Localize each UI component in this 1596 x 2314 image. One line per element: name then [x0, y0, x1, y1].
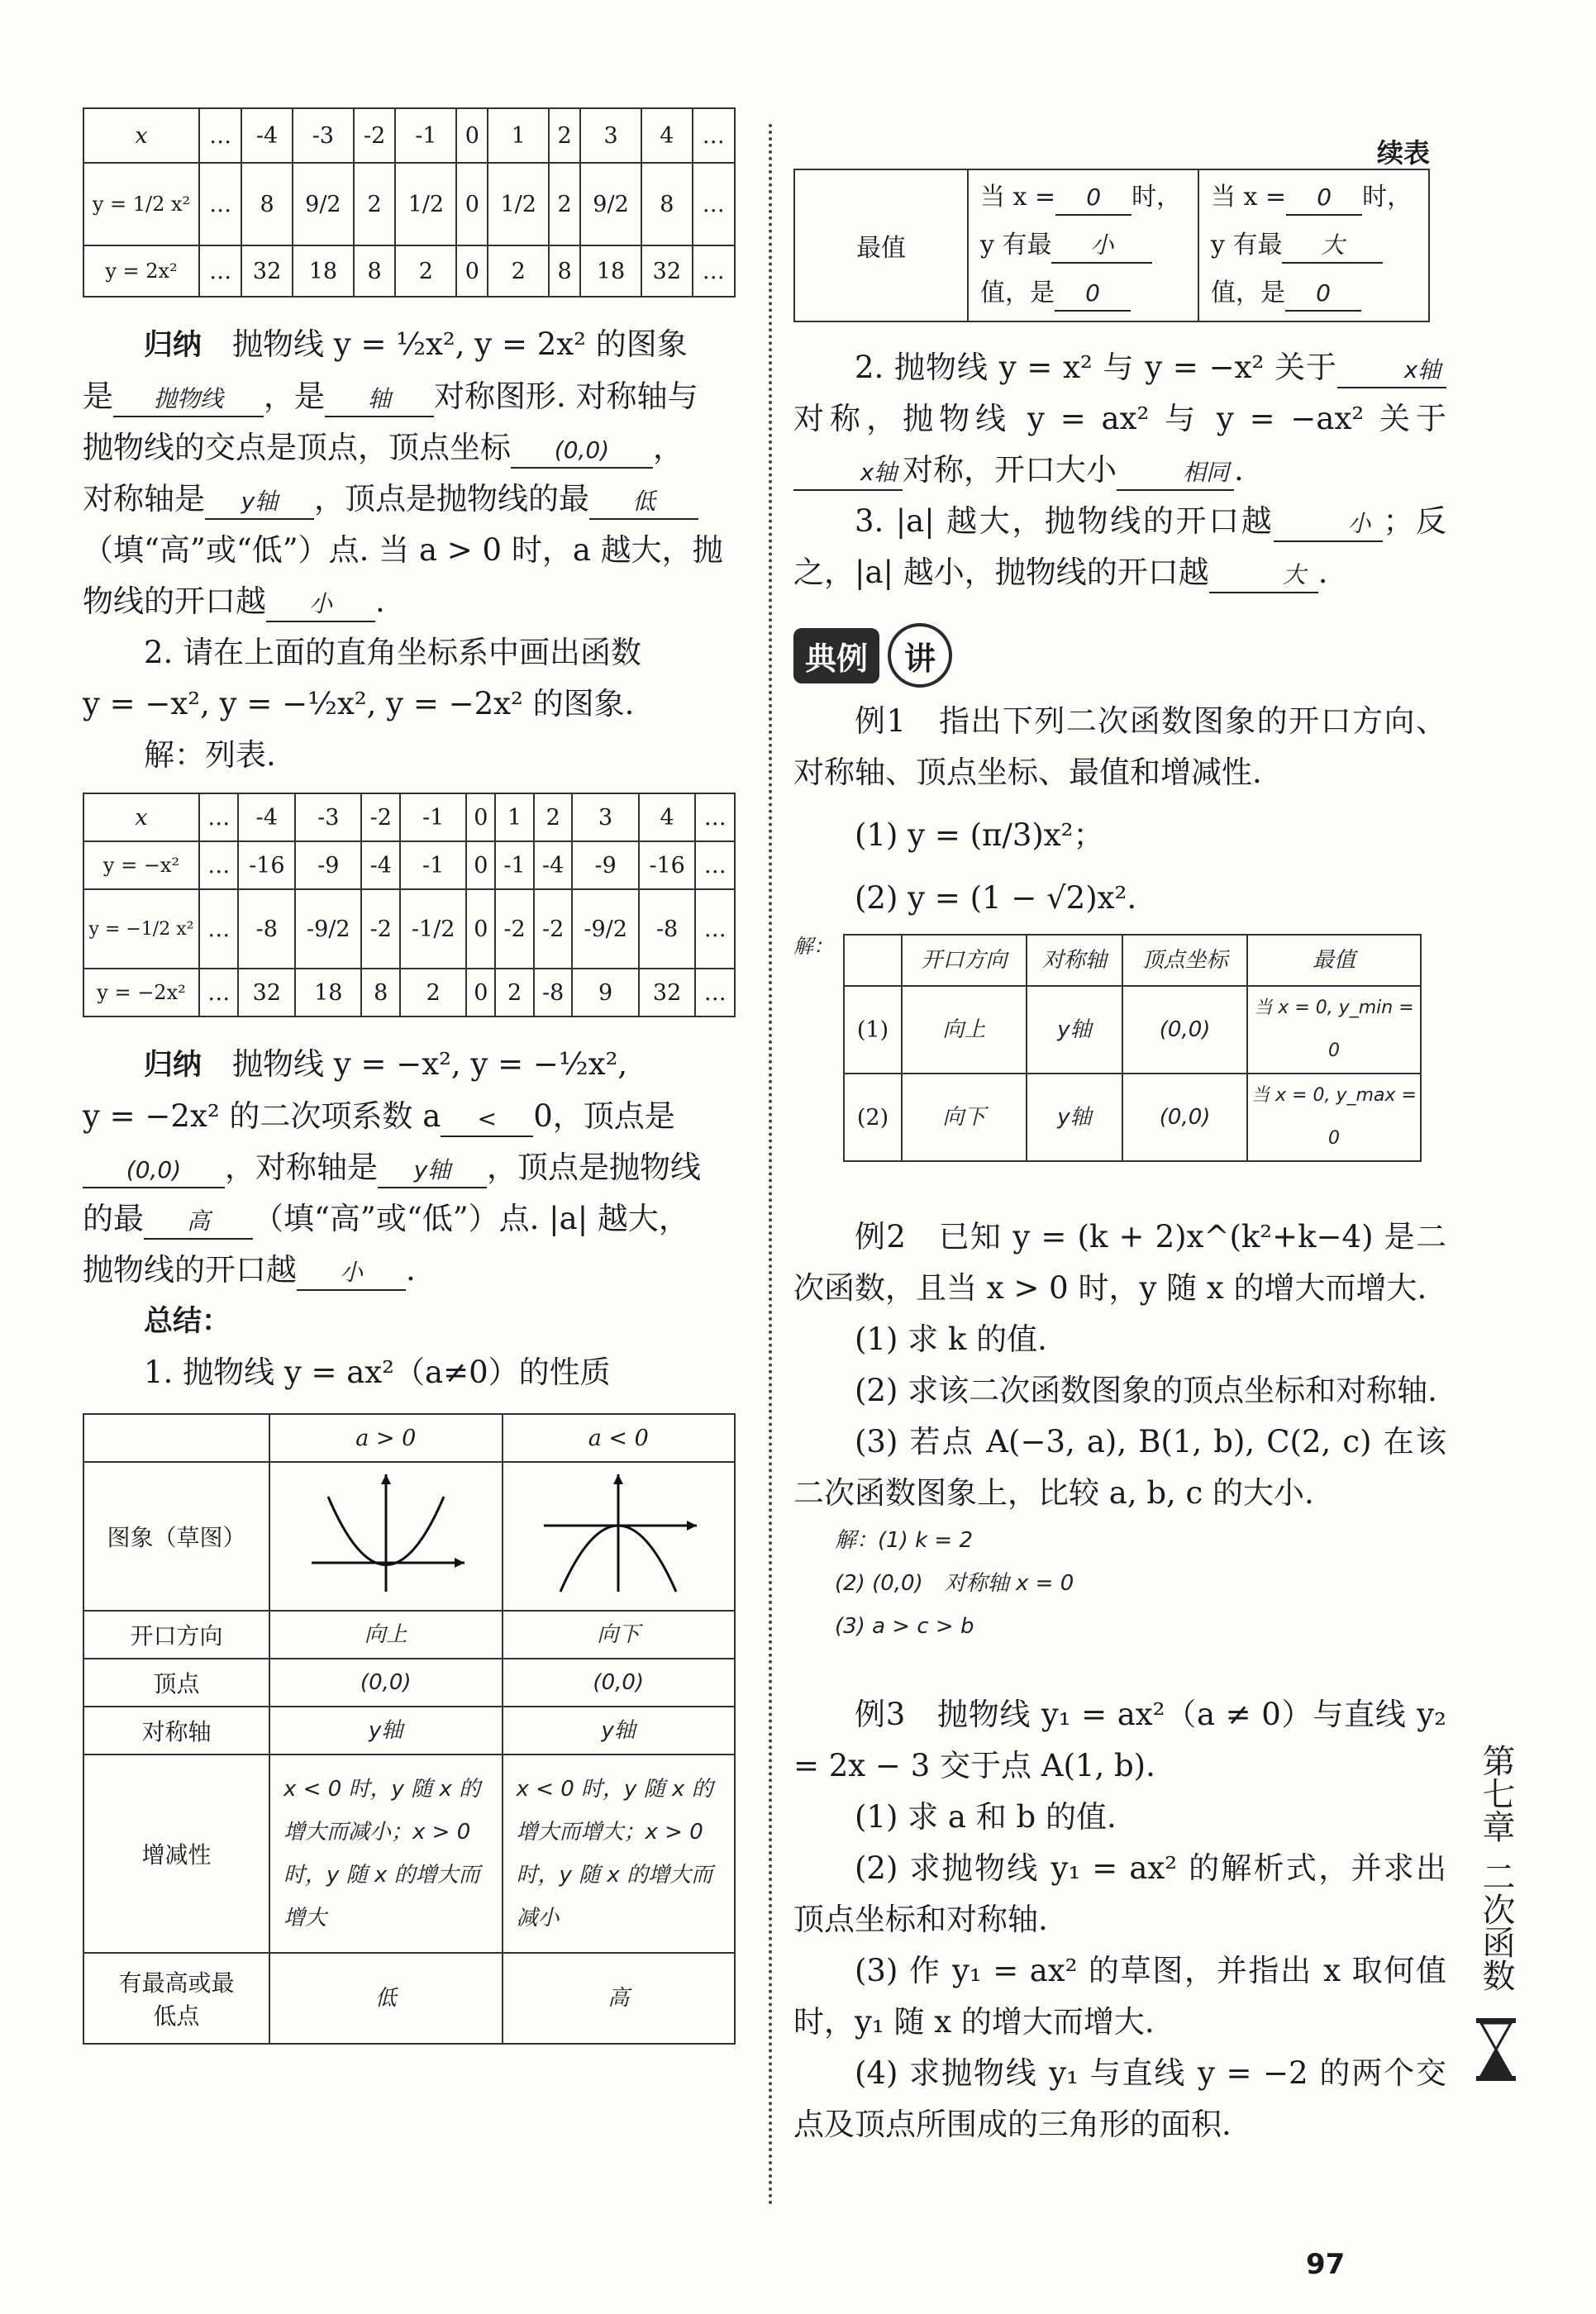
upward-parabola-sketch: [269, 1462, 503, 1611]
table-2-header-cell: -3: [295, 793, 361, 841]
answer-blank: x轴: [793, 456, 903, 491]
table-1-cell: 1/2: [488, 163, 549, 245]
table-1-header-cell: -1: [395, 108, 456, 163]
ex1-table-header-cell: 对称轴: [1027, 935, 1122, 986]
table-1-row: [83, 245, 735, 297]
table-2-cell: -2: [361, 889, 400, 969]
continued-label: 续表: [1376, 137, 1430, 169]
answer-blank: y轴: [205, 485, 314, 520]
ex1-table-cell: 向下: [902, 1074, 1027, 1161]
text: 抛物线 y = ½x², y = 2x² 的图象: [232, 326, 688, 362]
text: 3. |a| 越大，抛物线的开口越: [855, 503, 1274, 539]
ex2-answer-line: (3) a > c > b: [835, 1614, 974, 1639]
right-column: [793, 132, 1446, 2150]
example-1-table: [843, 934, 1422, 1162]
ex2-question: (3) 若点 A(−3, a), B(1, b), C(2, c) 在该二次函数图象上，比较 a, b, c 的大小.: [793, 1424, 1446, 1511]
table-2-cell: 18: [295, 969, 361, 1017]
chapter-number: 第七章: [1477, 1744, 1515, 1843]
table-1-cell: 9/2: [293, 163, 354, 245]
properties-row: [83, 1659, 735, 1707]
table-1-header-cell: 2: [549, 108, 580, 163]
table-1-cell: 2: [488, 245, 549, 297]
table-2-cell: 0: [466, 889, 495, 969]
text: .: [406, 1252, 416, 1288]
table-1-cell: …: [693, 245, 735, 297]
properties-row-label: 顶点: [83, 1659, 269, 1707]
chapter-title: 二次函数: [1477, 1859, 1515, 1992]
table-1-cell: 0: [456, 245, 488, 297]
table-2-header-row: [83, 793, 735, 841]
badge-circle: 讲: [888, 623, 952, 688]
table-1-header-cell: 4: [641, 108, 693, 163]
table-1-cell: 18: [580, 245, 641, 297]
text: ，: [653, 430, 684, 465]
table-2-header-cell: x: [83, 793, 199, 841]
ex3-question: (1) 求 a 和 b 的值.: [855, 1799, 1117, 1835]
question-2: [83, 627, 744, 781]
text: y = −2x² 的二次项系数 a: [83, 1098, 441, 1134]
properties-row-label: 图象（草图）: [83, 1462, 269, 1611]
ex2-handwritten-answer: [793, 1519, 1446, 1648]
table-2-cell: -2: [534, 889, 573, 969]
max-value-table: [793, 169, 1430, 322]
left-column: [83, 107, 744, 2045]
q2-line: 2. 请在上面的直角坐标系中画出函数: [144, 635, 642, 670]
properties-row-label: 有最高或最低点: [83, 1953, 269, 2044]
text: 0，顶点是: [533, 1098, 675, 1134]
table-2-cell: …: [695, 841, 735, 889]
table-2-cell: -8: [639, 889, 696, 969]
table-2-cell: -16: [238, 841, 295, 889]
summary-2: [83, 1039, 744, 1296]
q2-solution: 解：列表.: [144, 737, 276, 773]
text: .: [1234, 452, 1244, 488]
table-2-cell: -8: [534, 969, 573, 1017]
table-2-row: [83, 889, 735, 969]
ex3-question: (4) 求抛物线 y₁ 与直线 y = −2 的两个交点及顶点所围成的三角形的面积.: [793, 2055, 1446, 2142]
ex1-table-cell: 向上: [902, 986, 1027, 1074]
text: 对称，抛物线 y = ax² 与 y = −ax² 关于: [793, 401, 1446, 436]
table-2-header-cell: 1: [495, 793, 534, 841]
properties-value: 高: [503, 1953, 736, 2044]
answer-blank: y轴: [378, 1154, 487, 1188]
answer-blank: 小: [266, 588, 375, 622]
table-1-cell: 0: [456, 163, 488, 245]
table-1-header-cell: -4: [241, 108, 293, 163]
text: 时，: [1362, 183, 1413, 212]
table-2-cell: -1: [400, 841, 466, 889]
ex1-table-cell: 当 x = 0, y_min = 0: [1247, 986, 1421, 1074]
table-2-row: [83, 841, 735, 889]
table-2-header-cell: …: [199, 793, 238, 841]
properties-row: [83, 1755, 735, 1953]
table-2-cell: …: [199, 841, 238, 889]
properties-value: 低: [269, 1953, 503, 2044]
ex2-answer-line: (2) (0,0) 对称轴 x = 0: [835, 1571, 1074, 1596]
answer-blank: 0: [1055, 277, 1131, 312]
text: 2. 抛物线 y = x² 与 y = −x² 关于: [855, 350, 1337, 385]
ex1-table-cell: y轴: [1027, 986, 1122, 1074]
table-1-cell: 18: [293, 245, 354, 297]
text: y 有最: [980, 231, 1052, 259]
answer-blank: 小: [297, 1256, 406, 1291]
example-1: [793, 696, 1446, 924]
table-2-header-cell: -2: [361, 793, 400, 841]
table-1-row-label: y = 2x²: [83, 245, 199, 297]
summary-line: 1. 抛物线 y = ax²（a≠0）的性质: [144, 1355, 611, 1390]
table-2-cell: 32: [639, 969, 696, 1017]
solution-label: 解：: [793, 935, 833, 958]
table-1-cell: 8: [354, 245, 395, 297]
table-2-row-label: y = −2x²: [83, 969, 199, 1017]
table-1-header-cell: -2: [354, 108, 395, 163]
q2-line: y = −x², y = −½x², y = −2x² 的图象.: [83, 686, 635, 721]
max-value-neg: [1198, 169, 1429, 321]
ex3-text: 例3 抛物线 y₁ = ax²（a ≠ 0）与直线 y₂ = 2x − 3 交于点 A(1, b).: [793, 1697, 1446, 1783]
ex1-table-cell: (2): [844, 1074, 902, 1161]
ex2-text: 例2 已知 y = (k + 2)x^(k²+k−4) 是二次函数，且当 x > 0 时，y 随 x 的增大而增大.: [793, 1219, 1446, 1306]
text: ，对称轴是: [225, 1150, 378, 1185]
ex1-table-header-cell: [844, 935, 902, 986]
table-2-cell: 8: [361, 969, 400, 1017]
table-1-header-cell: 0: [456, 108, 488, 163]
table-2-header-cell: 3: [572, 793, 638, 841]
ex1-solution: [793, 934, 1446, 1162]
table-1-header-cell: x: [83, 108, 199, 163]
point-2: [793, 342, 1446, 496]
properties-table: [83, 1413, 736, 2045]
text: （填“高”或“低”）点. 当 a > 0 时，a 越大，抛: [83, 532, 723, 568]
table-1-header-cell: …: [693, 108, 735, 163]
ex2-question: (2) 求该二次函数图象的顶点坐标和对称轴.: [855, 1373, 1437, 1408]
text: 对称图形. 对称轴与: [434, 379, 698, 414]
ex1-formula-1: (1) y = (π/3)x²；: [855, 817, 1104, 853]
text: 是: [83, 379, 113, 414]
text: 物线的开口越: [83, 583, 266, 619]
properties-value: x < 0 时，y 随 x 的增大而增大；x > 0 时，y 随 x 的增大而减小: [503, 1755, 736, 1953]
column-divider: [769, 124, 772, 2207]
table-2-header-cell: 4: [639, 793, 696, 841]
properties-row-graph: [83, 1462, 735, 1611]
answer-blank: 0: [1285, 277, 1361, 312]
text: （填“高”或“低”）点. |a| 越大，: [253, 1201, 689, 1236]
properties-row-label: 增减性: [83, 1755, 269, 1953]
page-number: 97: [1306, 2248, 1346, 2281]
answer-blank: (0,0): [83, 1154, 225, 1188]
answer-blank: 0: [1286, 181, 1362, 216]
table-1-header-cell: 3: [580, 108, 641, 163]
ex1-formula-2: (2) y = (1 − √2)x².: [855, 880, 1137, 916]
ex3-question: (2) 求抛物线 y₁ = ax² 的解析式，并求出顶点坐标和对称轴.: [793, 1850, 1446, 1937]
table-2-cell: -8: [238, 889, 295, 969]
table-2-row-label: y = −x²: [83, 841, 199, 889]
summary-1-heading: 归纳: [144, 329, 202, 362]
properties-col-neg: a < 0: [503, 1414, 736, 1462]
table-2-row-label: y = −1/2 x²: [83, 889, 199, 969]
properties-value: x < 0 时，y 随 x 的增大而减小；x > 0 时，y 随 x 的增大而增大: [269, 1755, 503, 1953]
point-3: [793, 496, 1446, 598]
text: 当 x =: [1211, 183, 1287, 212]
downward-parabola-sketch: [503, 1462, 736, 1611]
table-1-row: [83, 163, 735, 245]
table-1-cell: 2: [354, 163, 395, 245]
table-2-cell: -9: [572, 841, 638, 889]
ex2-answer-line: 解：(1) k = 2: [835, 1528, 974, 1553]
table-2-cell: -2: [495, 889, 534, 969]
table-1-cell: 8: [641, 163, 693, 245]
table-2-header-cell: …: [695, 793, 735, 841]
summary-heading: 总结：: [144, 1305, 231, 1338]
ex1-table-cell: (1): [844, 986, 902, 1074]
upward-parabola-icon: [295, 1468, 477, 1600]
answer-blank: 抛物线: [113, 383, 264, 417]
answer-blank: 0: [1055, 181, 1131, 216]
ex1-text: 例1 指出下列二次函数图象的开口方向、对称轴、顶点坐标、最值和增减性.: [793, 703, 1446, 790]
answer-blank: 大: [1209, 559, 1318, 593]
properties-value: (0,0): [503, 1659, 736, 1707]
example-1-table-row: [844, 1074, 1421, 1161]
ex1-table-cell: y轴: [1027, 1074, 1122, 1161]
table-1-cell: 32: [241, 245, 293, 297]
table-1-cell: 32: [641, 245, 693, 297]
max-value-label: 最值: [794, 169, 968, 321]
properties-value: 向下: [503, 1611, 736, 1659]
text: .: [375, 583, 385, 619]
ex3-question: (3) 作 y₁ = ax² 的草图，并指出 x 取何值时，y₁ 随 x 的增大而增大.: [793, 1953, 1446, 2040]
text: 对称，开口大小: [903, 452, 1117, 488]
properties-value: y轴: [503, 1707, 736, 1755]
properties-value: y轴: [269, 1707, 503, 1755]
properties-value: (0,0): [269, 1659, 503, 1707]
text: 当 x =: [980, 183, 1056, 212]
table-2-cell: …: [695, 889, 735, 969]
answer-blank: 大: [1282, 229, 1383, 264]
table-2-cell: 0: [466, 841, 495, 889]
table-2-row: [83, 969, 735, 1017]
table-2-header-cell: 2: [534, 793, 573, 841]
text: .: [1317, 555, 1328, 590]
table-2-cell: 0: [466, 969, 495, 1017]
table-2-cell: -16: [639, 841, 696, 889]
summary-1: [83, 319, 744, 627]
table-1-row-label: y = 1/2 x²: [83, 163, 199, 245]
ex1-table-header-cell: 最值: [1247, 935, 1421, 986]
answer-blank: 小: [1274, 507, 1383, 542]
text: 抛物线的开口越: [83, 1252, 297, 1288]
example-2: [793, 1212, 1446, 1648]
table-2-cell: 2: [400, 969, 466, 1017]
text: 值，是: [1211, 279, 1285, 307]
properties-row-label: 开口方向: [83, 1611, 269, 1659]
table-1-cell: 2: [549, 163, 580, 245]
max-value-row: [794, 169, 1429, 321]
table-1-header-cell: …: [199, 108, 241, 163]
text: ；反之，|a| 越小，抛物线的开口越: [793, 503, 1446, 590]
text: 对称轴是: [83, 481, 205, 517]
ex1-table-header-cell: 顶点坐标: [1122, 935, 1247, 986]
text: ，顶点是抛物线: [487, 1150, 701, 1185]
table-2-header-cell: -1: [400, 793, 466, 841]
answer-blank: 低: [589, 485, 698, 520]
table-1-cell: 8: [241, 163, 293, 245]
table-2-cell: 9: [572, 969, 638, 1017]
answer-blank: 高: [144, 1205, 253, 1240]
table-1-header-cell: 1: [488, 108, 549, 163]
downward-parabola-icon: [527, 1468, 709, 1600]
table-1: [83, 107, 736, 298]
properties-value: 向上: [269, 1611, 503, 1659]
properties-header-row: [83, 1414, 735, 1462]
hourglass-icon: [1473, 2016, 1519, 2083]
text: 的最: [83, 1201, 144, 1236]
text: y 有最: [1211, 231, 1283, 259]
table-1-header-row: [83, 108, 735, 163]
table-2-cell: -1: [495, 841, 534, 889]
ex1-table-cell: (0,0): [1122, 1074, 1247, 1161]
text: ，是: [264, 379, 325, 414]
table-1-cell: …: [199, 245, 241, 297]
text: 抛物线的交点是顶点，顶点坐标: [83, 430, 511, 465]
summary-2-heading: 归纳: [144, 1049, 202, 1082]
properties-col-pos: a > 0: [269, 1414, 503, 1462]
table-2-cell: -9: [295, 841, 361, 889]
table-1-cell: 9/2: [580, 163, 641, 245]
table-1-cell: 1/2: [395, 163, 456, 245]
table-2-cell: -1/2: [400, 889, 466, 969]
example-badge: [793, 623, 952, 688]
table-2-cell: …: [695, 969, 735, 1017]
table-1-cell: …: [693, 163, 735, 245]
answer-blank: 轴: [325, 383, 434, 417]
example-1-table-header: [844, 935, 1421, 986]
chapter-tab: [1471, 1744, 1521, 2092]
ex1-table-cell: 当 x = 0, y_max = 0: [1247, 1074, 1421, 1161]
text: 抛物线 y = −x², y = −½x²,: [232, 1046, 628, 1082]
table-1-cell: …: [199, 163, 241, 245]
example-3: [793, 1689, 1446, 2150]
table-2-header-cell: -4: [238, 793, 295, 841]
table-2-cell: -4: [534, 841, 573, 889]
max-value-pos: [968, 169, 1198, 321]
text: 值，是: [980, 279, 1055, 307]
properties-row-label: 对称轴: [83, 1707, 269, 1755]
ex1-table-cell: (0,0): [1122, 986, 1247, 1074]
table-2-cell: -4: [361, 841, 400, 889]
properties-corner: [83, 1414, 269, 1462]
example-1-table-row: [844, 986, 1421, 1074]
table-2-cell: -9/2: [572, 889, 638, 969]
properties-row: [83, 1707, 735, 1755]
text: 时，: [1131, 183, 1182, 212]
table-2-cell: …: [199, 889, 238, 969]
table-2-cell: -9/2: [295, 889, 361, 969]
table-2-header-cell: 0: [466, 793, 495, 841]
answer-blank: x轴: [1337, 354, 1446, 388]
answer-blank: 小: [1051, 229, 1152, 264]
table-1-cell: 2: [395, 245, 456, 297]
ex2-question: (1) 求 k 的值.: [855, 1321, 1047, 1357]
text: ，顶点是抛物线的最: [314, 481, 589, 517]
answer-blank: (0,0): [511, 434, 653, 469]
answer-blank: <: [441, 1102, 533, 1137]
table-1-header-cell: -3: [293, 108, 354, 163]
properties-row: [83, 1953, 735, 2044]
table-2: [83, 793, 736, 1017]
table-1-cell: 8: [549, 245, 580, 297]
properties-row: [83, 1611, 735, 1659]
badge-label: 典例: [793, 628, 879, 683]
answer-blank: 相同: [1117, 456, 1234, 491]
table-2-cell: 2: [495, 969, 534, 1017]
ex1-table-header-cell: 开口方向: [902, 935, 1027, 986]
table-2-cell: 32: [238, 969, 295, 1017]
table-2-cell: …: [199, 969, 238, 1017]
